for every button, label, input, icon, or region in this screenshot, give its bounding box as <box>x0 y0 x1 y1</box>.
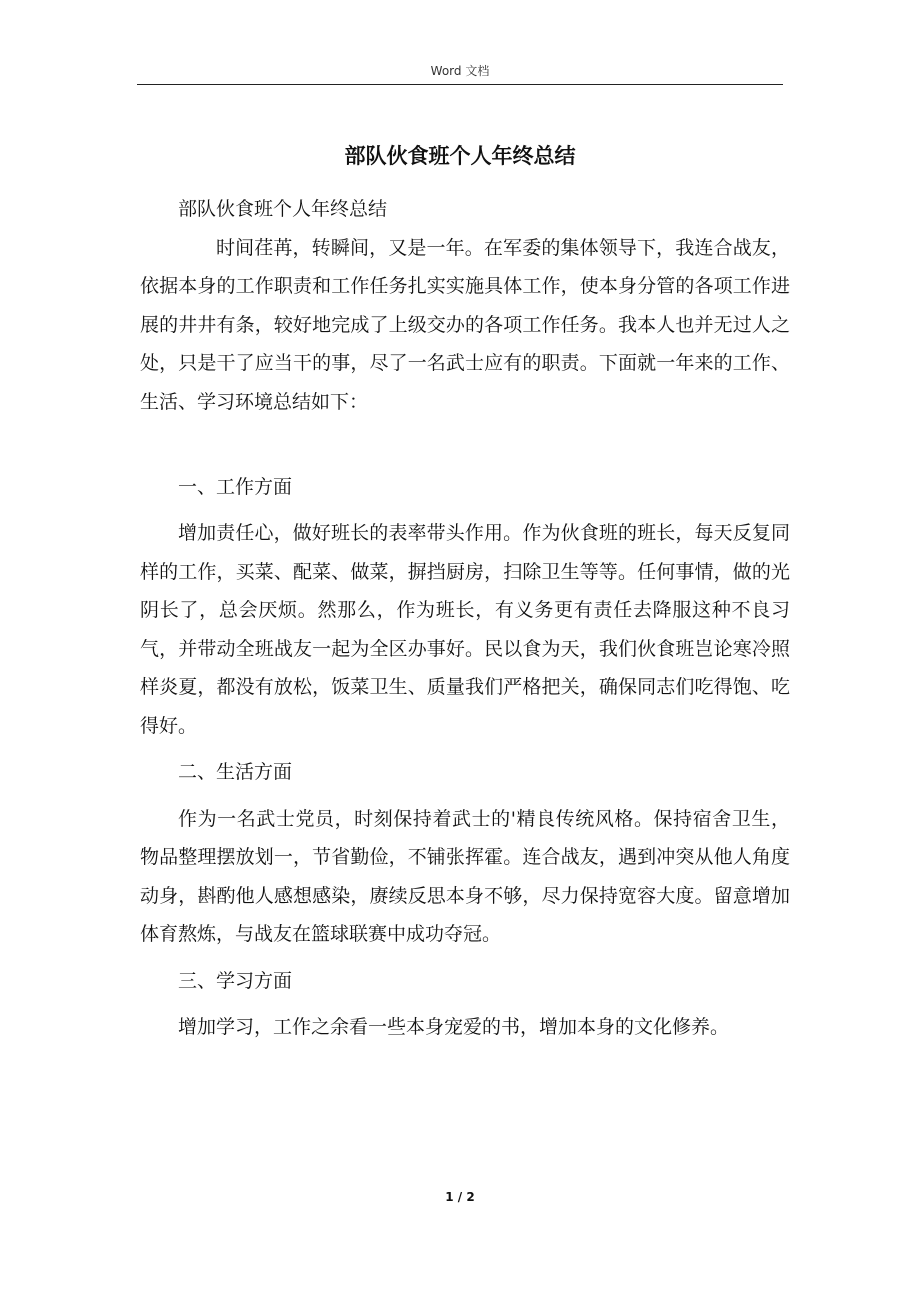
paragraph-life: 作为一名武士党员，时刻保持着武士的'精良传统风格。保持宿舍卫生，物品整理摆放划一，节省勤俭，不铺张挥霍。连合战友，遇到冲突从他人角度动身，斟酌他人感想感染，赓续反思本身不够，尽力保持宽容大度。留意增加体育熬炼，与战友在篮球联赛中成功夺冠。 <box>140 807 790 945</box>
page-number: 1 / 2 <box>445 1190 475 1204</box>
document-header: Word 文档 <box>430 64 490 78</box>
section-heading-study: 三、学习方面 <box>178 969 293 992</box>
document-subtitle: 部队伙食班个人年终总结 <box>178 198 388 220</box>
section-heading-life: 二、生活方面 <box>178 761 293 783</box>
paragraph-intro: 时间荏苒，转瞬间，又是一年。在军委的集体领导下，我连合战友，依据本身的工作职责和工作任务扎实实施具体工作，使本身分管的各项工作进展的井井有条，较好地完成了上级交办的各项工作任务。我本人也并无过人之处，只是干了应当干的事，尽了一名武士应有的职责。下面就一年来的工作、生活、学习环境总结如下： <box>140 236 790 413</box>
header-divider <box>137 84 783 85</box>
section-heading-work: 一、工作方面 <box>178 475 293 498</box>
document-title: 部队伙食班个人年终总结 <box>344 143 576 168</box>
paragraph-work: 增加责任心，做好班长的表率带头作用。作为伙食班的班长，每天反复同样的工作，买菜、配菜、做菜，摒挡厨房，扫除卫生等等。任何事情，做的光阴长了，总会厌烦。然那么，作为班长，有义务更有责任去降服这种不良习气，并带动全班战友一起为全区办事好。民以食为天，我们伙食班岂论寒冷照样炎夏，都没有放松，饭菜卫生、质量我们严格把关，确保同志们吃得饱、吃得好。 <box>140 522 790 737</box>
document-body <box>140 190 790 1047</box>
paragraph-study: 增加学习，工作之余看一些本身宠爱的书，增加本身的文化修养。 <box>178 1016 730 1038</box>
paragraph-spacer <box>140 421 790 460</box>
